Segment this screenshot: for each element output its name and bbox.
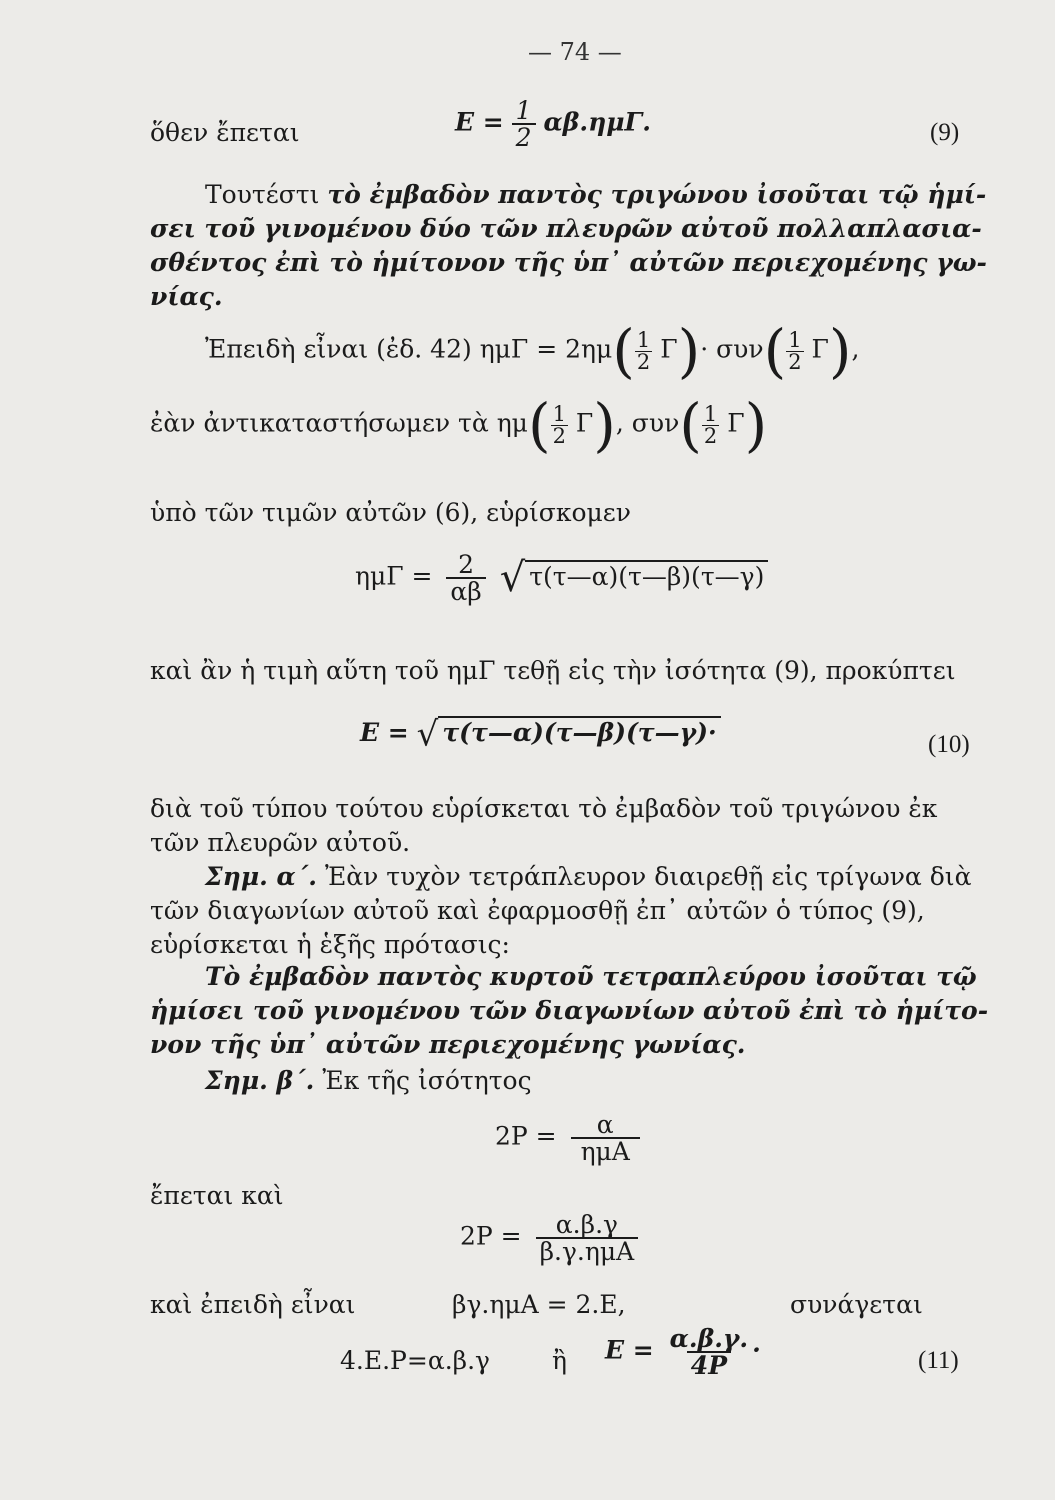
eq-sin-num: 2 <box>458 550 475 579</box>
eq-sin-lhs: ημΓ = <box>355 561 433 591</box>
eq11-den: 4Ρ <box>687 1351 731 1378</box>
page-number: — 74 — <box>528 38 622 66</box>
eq9-number: (9) <box>930 119 960 146</box>
open-paren: ( <box>763 317 787 385</box>
equation-11 <box>605 1326 761 1378</box>
note-a-line1-rest: Ἐὰν τυχὸν τετράπλευρον διαιρεθῇ εἰς τρίγωνα διὰ <box>324 862 972 891</box>
eq-sin-den: αβ <box>446 577 485 604</box>
eq9-denominator: 2 <box>512 123 536 150</box>
since2-result: συνάγεται <box>790 1290 923 1319</box>
replace-half-2-num: 1 <box>703 401 718 426</box>
sqrt-icon: √ <box>416 714 439 755</box>
replace-gamma-2: Γ <box>727 408 745 438</box>
values-line: ὑπὸ τῶν τιμῶν αὐτῶν (6), εὑρίσκομεν <box>150 498 631 527</box>
replace-half-1 <box>551 401 568 448</box>
since-text: Ἐπειδὴ εἶναι (ἐδ. 42) ημΓ = 2ημ <box>205 334 613 364</box>
open-paren: ( <box>527 391 551 459</box>
eq-2p-b-fraction <box>536 1212 639 1264</box>
since-gamma-2: Γ <box>811 334 829 364</box>
eq-2p-a-lhs: 2Ρ = <box>495 1121 557 1151</box>
note-a-line1 <box>205 864 971 889</box>
eq11-left: 4.Ε.Ρ=α.β.γ <box>340 1346 490 1375</box>
since-half-1 <box>635 327 652 374</box>
follows-line: ἔπεται καὶ <box>150 1181 284 1210</box>
since2-text: καὶ ἐπειδὴ εἶναι <box>150 1290 356 1319</box>
replace-line <box>150 391 768 459</box>
replace-text: ἐὰν ἀντικαταστήσωμεν τὰ ημ <box>150 408 528 438</box>
eq11-lhs: E = <box>605 1335 654 1365</box>
eq11-fraction <box>666 1326 752 1378</box>
para1-line2: σει τοῦ γινομένου δύο τῶν πλευρῶν αὐτοῦ πολλαπλασια- <box>150 214 982 243</box>
equation-9 <box>455 98 651 150</box>
para1-line3: σθέντος ἐπὶ τὸ ἡμίτονον τῆς ὑπ᾽ αὐτῶν περιεχομένης γω- <box>150 248 987 277</box>
replace-half-2 <box>702 401 719 448</box>
eq-sin-fraction <box>446 552 485 604</box>
eq9-prefix: ὅθεν ἔπεται <box>150 118 300 147</box>
eq-2p-b-num: α.β.γ <box>555 1210 618 1239</box>
since-end: , <box>851 334 860 364</box>
equation-2p-a <box>495 1112 640 1164</box>
para1-line4: νίας. <box>150 282 223 311</box>
equation-sin <box>355 552 768 604</box>
close-paren: ) <box>744 391 768 459</box>
eq10-lhs: E = <box>360 718 409 747</box>
since-half-2-den: 2 <box>788 349 802 374</box>
note-a-line2: τῶν διαγωνίων αὐτοῦ καὶ ἐφαρμοσθῇ ἐπ᾽ αὐτῶν ὁ τύπος (9), <box>150 896 925 925</box>
close-paren: ) <box>828 317 852 385</box>
since-dot-syn: · συν <box>700 334 764 364</box>
replace-half-1-den: 2 <box>552 423 566 448</box>
replace-syn: , συν <box>615 408 680 438</box>
since-half-2-num: 1 <box>788 327 802 352</box>
note-b-rest: Ἐκ τῆς ἰσότητος <box>322 1066 532 1095</box>
equation-10 <box>360 714 721 755</box>
eq-2p-a-den: ημΑ <box>571 1137 640 1164</box>
theorem-line3: νον τῆς ὑπ᾽ αὐτῶν περιεχομένης γωνίας. <box>150 1030 746 1059</box>
note-b-line <box>205 1068 532 1093</box>
since-half-1-den: 2 <box>636 349 651 374</box>
since-half-1-num: 1 <box>636 327 651 352</box>
eq11-or: ἢ <box>552 1346 567 1375</box>
replace-gamma-1: Γ <box>575 408 594 438</box>
eq-2p-a-num: α <box>596 1110 614 1139</box>
eq-2p-a-fraction <box>571 1112 640 1164</box>
close-paren: ) <box>593 391 616 459</box>
open-paren: ( <box>679 391 702 459</box>
since2-eq: βγ.ημΑ = 2.Ε, <box>452 1290 626 1319</box>
para1-line1-rest: τὸ ἐμβαδὸν παντὸς τριγώνου ἰσοῦται τῷ ἡμί- <box>327 180 987 209</box>
eq9-rhs: αβ.ημΓ. <box>543 107 652 137</box>
eq9-fraction <box>512 98 536 150</box>
since-gamma-1: Γ <box>660 334 678 364</box>
eq-2p-b-den: β.γ.ημΑ <box>536 1237 639 1264</box>
equation-2p-b <box>460 1212 638 1264</box>
theorem-line1: Τὸ ἐμβαδὸν παντὸς κυρτοῦ τετραπλεύρου ἰσοῦται τῷ <box>205 962 977 991</box>
eq10-number: (10) <box>928 731 970 758</box>
para1-line1 <box>205 182 986 207</box>
close-paren: ) <box>677 317 701 385</box>
since-line <box>205 317 860 385</box>
since-half-2 <box>786 327 803 374</box>
theorem-line2: ἡμίσει τοῦ γινομένου τῶν διαγωνίων αὐτοῦ ἐπὶ τὸ ἡμίτο- <box>150 996 989 1025</box>
formula-text-line1: διὰ τοῦ τύπου τούτου εὑρίσκεται τὸ ἐμβαδὸν τοῦ τριγώνου ἐκ <box>150 794 938 823</box>
eq11-num: α.β.γ. <box>669 1324 749 1353</box>
formula-text-line2: τῶν πλευρῶν αὐτοῦ. <box>150 828 411 857</box>
eq9-numerator: 1 <box>515 96 532 125</box>
replace-half-1-num: 1 <box>552 401 566 426</box>
open-paren: ( <box>612 317 635 385</box>
eq11-number: (11) <box>918 1347 959 1374</box>
para1-lead: Τουτέστι <box>205 180 320 209</box>
and-if-line: καὶ ἂν ἡ τιμὴ αὕτη τοῦ ημΓ τεθῇ εἰς τὴν ἰσότητα (9), προκύπτει <box>150 656 956 685</box>
replace-half-2-den: 2 <box>703 423 718 448</box>
eq11-dot: · <box>752 1335 761 1365</box>
eq-2p-b-lhs: 2Ρ = <box>460 1221 522 1251</box>
note-a-line3: εὑρίσκεται ἡ ἑξῆς πρότασις: <box>150 930 510 959</box>
sqrt-icon: √ <box>499 555 526 601</box>
eq9-lhs: E = <box>455 107 504 137</box>
note-a-label: Σημ. α΄. <box>205 862 317 891</box>
note-b-label: Σημ. β΄. <box>205 1066 315 1095</box>
eq10-radicand: τ(τ—α)(τ—β)(τ—γ)· <box>438 716 720 745</box>
eq-sin-radicand: τ(τ—α)(τ—β)(τ—γ) <box>525 560 768 589</box>
